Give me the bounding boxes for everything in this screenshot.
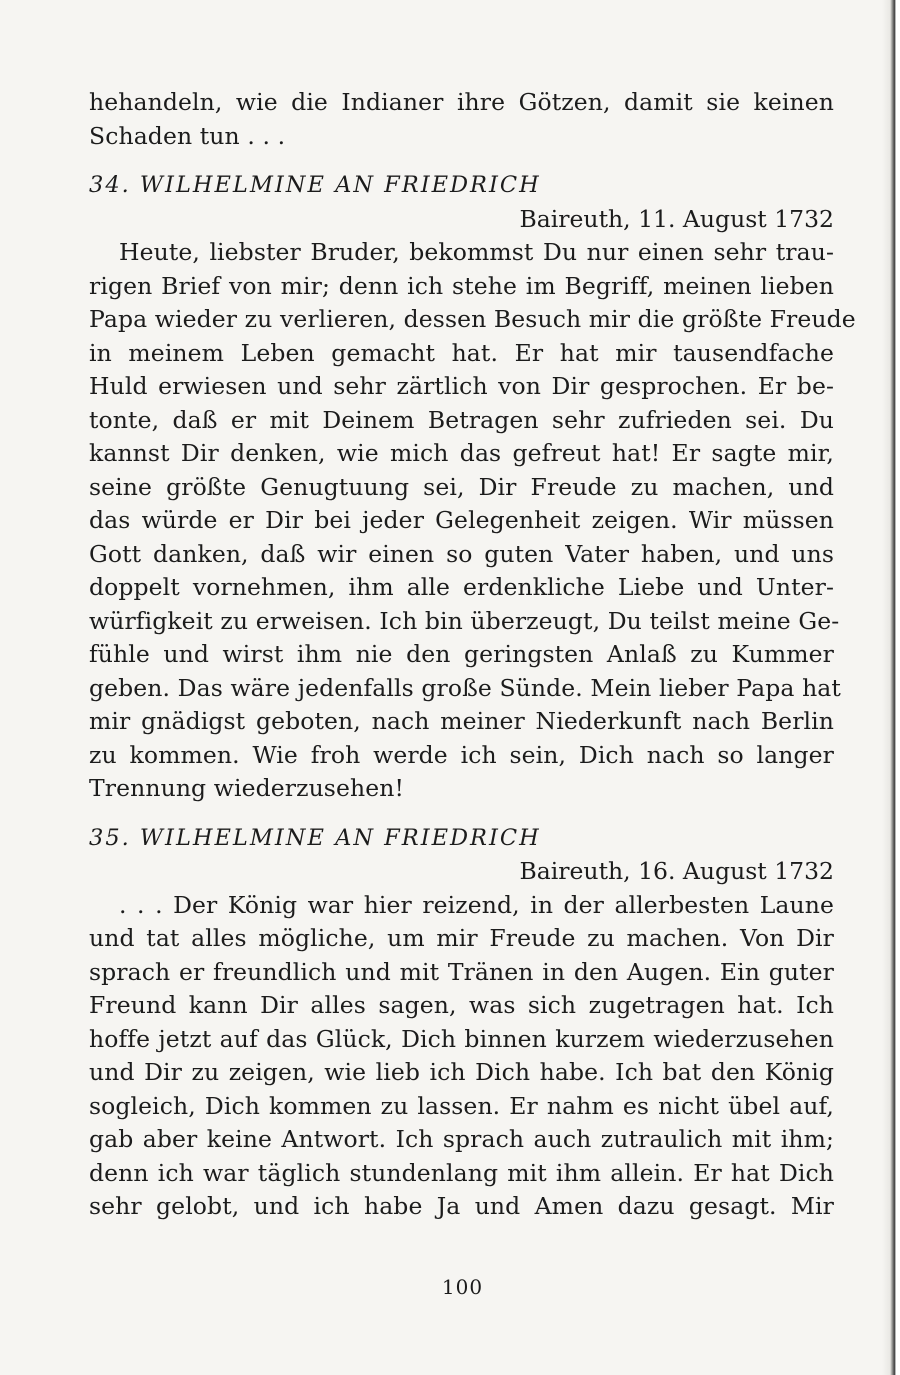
text-line: Gott danken, daß wir einen so guten Vater haben, und uns [89, 539, 834, 568]
text-line: würfigkeit zu erweisen. Ich bin überzeugt, Du teilst meine Ge- [89, 606, 840, 635]
letter-heading: 35. WILHELMINE AN FRIEDRICH [89, 824, 541, 851]
text-line: Schaden tun . . . [89, 121, 286, 150]
text-line: kannst Dir denken, wie mich das gefreut hat! Er sagte mir, [89, 439, 834, 467]
text-line: Trennung wiederzusehen! [89, 774, 404, 802]
text-line: und tat alles mögliche, um mir Freude zu machen. Von Dir [89, 924, 834, 952]
text-line: das würde er Dir bei jeder Gelegenheit zeigen. Wir müssen [89, 506, 834, 534]
text-line: Heute, liebster Bruder, bekommst Du nur einen sehr trau- [119, 238, 834, 266]
text-line: denn ich war täglich stundenlang mit ihm allein. Er hat Dich [89, 1158, 834, 1187]
text-line: hoffe jetzt auf das Glück, Dich binnen kurzem wiederzusehen [89, 1024, 834, 1053]
text-line: Freund kann Dir alles sagen, was sich zugetragen hat. Ich [89, 991, 834, 1019]
text-line: doppelt vornehmen, ihm alle erdenkliche Liebe und Unter- [89, 573, 834, 601]
text-line: tonte, daß er mit Deinem Betragen sehr zufrieden sei. Du [89, 405, 834, 434]
text-line: in meinem Leben gemacht hat. Er hat mir tausendfache [89, 338, 834, 367]
text-line: seine größte Genugtuung sei, Dir Freude zu machen, und [89, 472, 834, 501]
text-line: . . . Der König war hier reizend, in der allerbesten Laune [119, 890, 834, 919]
text-line: sogleich, Dich kommen zu lassen. Er nahm es nicht übel auf, [89, 1091, 834, 1120]
page-text [89, 86, 856, 1224]
letter-35 [89, 822, 834, 1224]
letter-dateline: Baireuth, 11. August 1732 [519, 204, 834, 233]
text-line: fühle und wirst ihm nie den geringsten Anlaß zu Kummer [89, 640, 834, 668]
text-line: gab aber keine Antwort. Ich sprach auch zutraulich mit ihm; [89, 1125, 834, 1153]
letter-dateline: Baireuth, 16. August 1732 [519, 857, 834, 885]
letter-34 [89, 169, 856, 806]
text-line: sprach er freundlich und mit Tränen in den Augen. Ein guter [89, 957, 834, 986]
text-line: hehandeln, wie die Indianer ihre Götzen, damit sie keinen [89, 88, 834, 116]
letter-heading: 34. WILHELMINE AN FRIEDRICH [89, 172, 541, 198]
page-edge-shadow [882, 0, 900, 1375]
text-line: Huld erwiesen und sehr zärtlich von Dir gesprochen. Er be- [89, 372, 834, 400]
text-line: und Dir zu zeigen, wie lieb ich Dich habe. Ich bat den König [89, 1058, 834, 1086]
text-line: rigen Brief von mir; denn ich stehe im Begriff, meinen lieben [89, 271, 834, 300]
text-line: sehr gelobt, und ich habe Ja und Amen dazu gesagt. Mir [89, 1192, 834, 1220]
text-line: geben. Das wäre jedenfalls große Sünde. Mein lieber Papa hat [89, 673, 841, 702]
text-line: Papa wieder zu verlieren, dessen Besuch mir die größte Freude [89, 305, 856, 333]
text-line: zu kommen. Wie froh werde ich sein, Dich nach so langer [89, 740, 834, 769]
page-number: 100 [441, 1275, 484, 1299]
text-line: mir gnädigst geboten, nach meiner Niederkunft nach Berlin [89, 707, 834, 735]
